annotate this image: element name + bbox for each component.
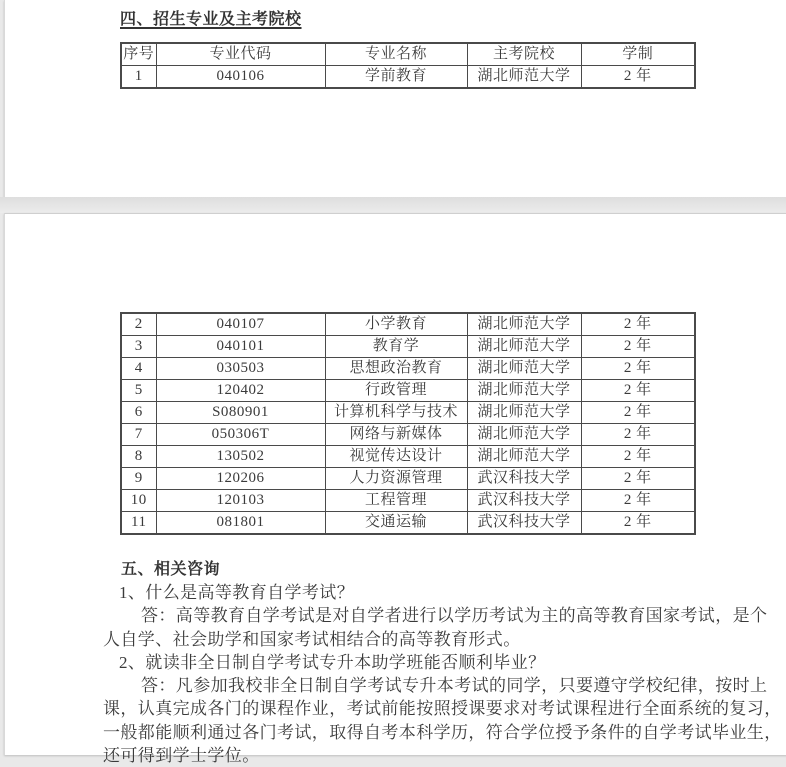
table-cell: 11 <box>121 512 156 535</box>
table-cell: 湖北师范大学 <box>467 358 581 380</box>
table-row <box>121 380 695 402</box>
table-cell: 交通运输 <box>325 512 467 535</box>
table-cell: 视觉传达设计 <box>325 446 467 468</box>
table-cell: 学前教育 <box>325 66 467 89</box>
table-row <box>121 358 695 380</box>
majors-table-part2-body <box>121 313 695 534</box>
table-cell: 120402 <box>156 380 325 402</box>
table-cell: 网络与新媒体 <box>325 424 467 446</box>
table-cell: 2 年 <box>581 468 695 490</box>
table-row <box>121 446 695 468</box>
table-cell: 2 年 <box>581 66 695 89</box>
table-cell: 2 年 <box>581 336 695 358</box>
column-header-study-length: 学制 <box>581 43 695 66</box>
table-cell: 081801 <box>156 512 325 535</box>
table-cell: 小学教育 <box>325 313 467 336</box>
majors-table-part1-body <box>121 66 695 89</box>
table-cell: 040106 <box>156 66 325 89</box>
table-cell: 2 年 <box>581 512 695 535</box>
table-row <box>121 468 695 490</box>
table-cell: 工程管理 <box>325 490 467 512</box>
qa-text-line: 2、就读非全日制自学考试专升本助学班能否顺利毕业？ <box>119 652 546 672</box>
section-heading-related-consultation: 五、相关咨询 <box>121 561 221 578</box>
qa-text-line: 人自学、社会助学和国家考试相结合的高等教育形式。 <box>103 629 521 649</box>
table-cell: 计算机科学与技术 <box>325 402 467 424</box>
table-cell: 湖北师范大学 <box>467 446 581 468</box>
table-row <box>121 490 695 512</box>
document-page-1 <box>4 0 786 198</box>
table-cell: 湖北师范大学 <box>467 380 581 402</box>
table-cell: 湖北师范大学 <box>467 402 581 424</box>
table-cell: 武汉科技大学 <box>467 512 581 535</box>
qa-text-line: 还可得到学士学位。 <box>103 746 260 766</box>
table-cell: 050306T <box>156 424 325 446</box>
table-cell: 湖北师范大学 <box>467 313 581 336</box>
qa-text-line: 答：凡参加我校非全日制自学考试专升本考试的同学，只要遵守学校纪律，按时上 <box>141 676 768 696</box>
table-cell: 行政管理 <box>325 380 467 402</box>
table-row <box>121 313 695 336</box>
qa-text-line: 一般都能顺利通过各门考试，取得自考本科学历，符合学位授予条件的自学考试毕业生， <box>103 722 782 742</box>
table-cell: 040101 <box>156 336 325 358</box>
table-row <box>121 424 695 446</box>
table-cell: S080901 <box>156 402 325 424</box>
qa-text-block <box>103 581 786 767</box>
qa-text-line: 答：高等教育自学考试是对自学者进行以学历考试为主的高等教育国家考试，是个 <box>141 606 768 626</box>
table-cell: 1 <box>121 66 156 89</box>
table-header-row <box>121 43 695 66</box>
table-cell: 人力资源管理 <box>325 468 467 490</box>
majors-table-part2 <box>120 312 696 535</box>
table-cell: 130502 <box>156 446 325 468</box>
table-cell: 2 年 <box>581 446 695 468</box>
table-cell: 4 <box>121 358 156 380</box>
table-row <box>121 66 695 89</box>
table-cell: 2 年 <box>581 424 695 446</box>
column-header-examining-institution: 主考院校 <box>467 43 581 66</box>
column-header-major-code: 专业代码 <box>156 43 325 66</box>
table-row <box>121 512 695 535</box>
table-cell: 7 <box>121 424 156 446</box>
document-page-2 <box>4 213 786 766</box>
table-cell: 武汉科技大学 <box>467 468 581 490</box>
table-cell: 030503 <box>156 358 325 380</box>
table-row <box>121 336 695 358</box>
table-cell: 2 <box>121 313 156 336</box>
table-cell: 10 <box>121 490 156 512</box>
qa-text-line: 1、什么是高等教育自学考试？ <box>119 583 355 602</box>
section-heading-enrollment-majors: 四、招生专业及主考院校 <box>120 11 302 28</box>
table-cell: 120103 <box>156 490 325 512</box>
page-break-gap <box>0 197 786 213</box>
table-cell: 湖北师范大学 <box>467 424 581 446</box>
table-cell: 9 <box>121 468 156 490</box>
table-cell: 湖北师范大学 <box>467 66 581 89</box>
table-cell: 3 <box>121 336 156 358</box>
table-cell: 武汉科技大学 <box>467 490 581 512</box>
table-cell: 8 <box>121 446 156 468</box>
qa-text-line: 课，认真完成各门的课程作业，考试前能按照授课要求对考试课程进行全面系统的复习， <box>103 699 782 719</box>
table-cell: 思想政治教育 <box>325 358 467 380</box>
table-cell: 5 <box>121 380 156 402</box>
column-header-index: 序号 <box>121 43 156 66</box>
table-cell: 湖北师范大学 <box>467 336 581 358</box>
table-cell: 040107 <box>156 313 325 336</box>
table-cell: 2 年 <box>581 490 695 512</box>
table-cell: 6 <box>121 402 156 424</box>
table-cell: 2 年 <box>581 358 695 380</box>
table-row <box>121 402 695 424</box>
majors-table-part1 <box>120 42 696 89</box>
table-cell: 120206 <box>156 468 325 490</box>
table-cell: 2 年 <box>581 380 695 402</box>
table-cell: 2 年 <box>581 313 695 336</box>
table-cell: 教育学 <box>325 336 467 358</box>
table-cell: 2 年 <box>581 402 695 424</box>
column-header-major-name: 专业名称 <box>325 43 467 66</box>
